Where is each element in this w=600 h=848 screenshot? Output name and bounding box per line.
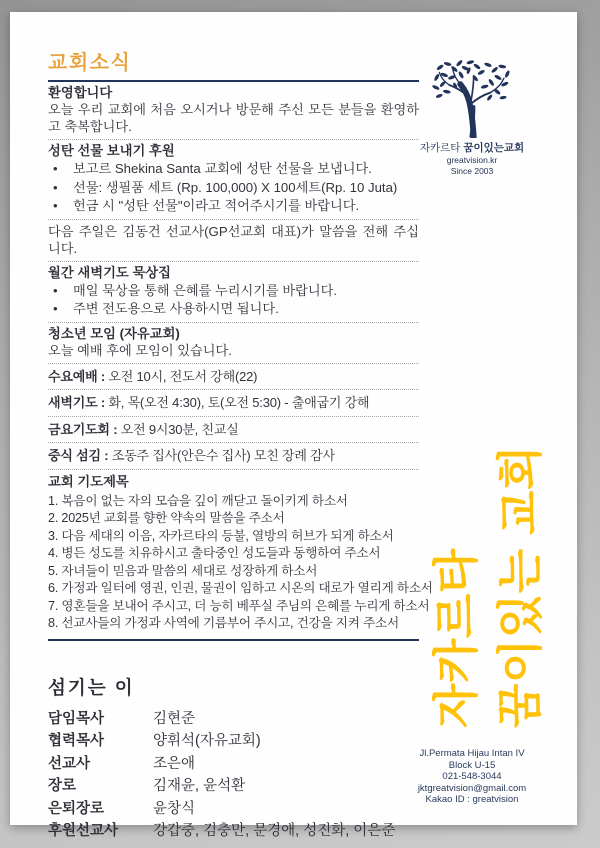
prayer-item: 가정과 일터에 영권, 인권, 물권이 임하고 시온의 대로가 열리게 하소서	[61, 581, 433, 595]
kakao-id: Kakao ID : greatvision	[425, 794, 519, 805]
bottom-divider	[48, 639, 419, 641]
schedule-separator: :	[100, 448, 112, 463]
section-heading: 월간 새벽기도 묵상집	[48, 264, 171, 280]
list-item	[48, 198, 419, 215]
section-heading: 교회 기도제목	[48, 473, 129, 489]
section-devotional-book	[48, 262, 419, 323]
section-heading: 성탄 선물 보내기 후원	[48, 143, 175, 158]
bullet-text: 헌금 시 "성탄 선물"이라고 적어주시기를 바랍니다.	[73, 198, 360, 213]
contact-info	[406, 748, 538, 806]
bulletin-page	[10, 12, 577, 840]
phone-number: 021-548-3044	[442, 771, 502, 782]
staff-role: 장로	[48, 778, 77, 795]
bullet-text: 매일 묵상을 통해 은혜를 누리시기를 바랍니다.	[73, 282, 338, 298]
schedule-separator: :	[97, 368, 109, 384]
list-item	[48, 301, 419, 318]
bullet-icon: •	[53, 198, 58, 213]
prayer-item: 병든 성도를 치유하시고 출타중인 성도들과 동행하여 주소서	[61, 546, 381, 560]
serving-heading: 섬기는 이	[48, 677, 135, 698]
address-line: Jl.Permata Hijau Intan IV	[419, 748, 525, 759]
section-christmas-gift	[48, 140, 419, 220]
prayer-item: 영혼들을 보내어 주시고, 더 능히 베푸실 주님의 은혜를 누리게 하소서	[61, 598, 430, 613]
staff-row	[48, 708, 488, 730]
schedule-value: 화, 목(오전 4:30), 토(오전 5:30) - 출애굽기 강해	[108, 395, 370, 410]
logo-since: Since 2003	[450, 166, 494, 176]
tree-icon	[430, 58, 514, 138]
schedule-label: 수요예배	[48, 368, 98, 384]
schedule-label: 새벽기도	[48, 395, 98, 410]
list-item	[48, 161, 419, 178]
staff-role: 담임목사	[48, 711, 105, 727]
section-heading: 청소년 모임 (자유교회)	[48, 325, 180, 341]
prayer-list	[48, 493, 433, 633]
section-body: 오늘 예배 후에 모임이 있습니다.	[48, 342, 232, 358]
schedule-label: 중식 섬김	[48, 448, 101, 463]
prayer-item: 2025년 교회를 향한 약속의 말씀을 주소서	[61, 511, 285, 525]
schedule-value: 오전 10시, 전도서 강해(22)	[108, 368, 258, 384]
section-next-sunday	[48, 220, 419, 262]
staff-names: 윤창식	[153, 800, 196, 817]
staff-names: 양휘석(자유교회)	[153, 733, 261, 750]
schedule-separator: :	[97, 395, 109, 410]
email-address: jktgreatvision@gmail.com	[417, 782, 527, 794]
section-body: 오늘 우리 교회에 처음 오시거나 방문해 주신 모든 분들을 환영하고 축복합니다.	[48, 102, 419, 134]
schedule-row-lunch-serving	[48, 443, 419, 470]
logo-website: greatvision.kr	[446, 155, 498, 165]
church-logo	[408, 58, 536, 177]
main-column	[48, 52, 433, 641]
list-item	[48, 180, 419, 197]
section-welcome	[48, 82, 419, 140]
staff-names: 김현준	[153, 711, 196, 727]
logo-church-name: 자카르타 꿈이있는교회	[419, 142, 525, 154]
bullet-icon: •	[53, 301, 58, 316]
prayer-item: 선교사들의 가정과 사역에 기름부어 주시고, 건강을 지켜 주소서	[61, 616, 399, 630]
staff-names: 강갑중, 김충만, 문경애, 성진화, 이은준	[153, 823, 396, 840]
watermark-line: 자카르타	[430, 548, 482, 728]
page-title: 교회소식	[48, 52, 132, 74]
staff-role: 협력목사	[48, 733, 105, 750]
bullet-text: 선물: 생필품 세트 (Rp. 100,000) X 100세트(Rp. 10 Juta)	[73, 179, 398, 195]
staff-row	[48, 820, 488, 842]
bullet-icon: •	[53, 161, 58, 176]
staff-names: 조은애	[153, 755, 196, 772]
staff-names: 김재윤, 윤석환	[153, 778, 246, 795]
schedule-label: 금요기도회	[48, 421, 110, 437]
schedule-value: 조동주 집사(안은수 집사) 모친 장례 감사	[111, 448, 335, 463]
prayer-item: 다음 세대의 이음, 자카르타의 등불, 열방의 허브가 되게 하소서	[61, 528, 394, 543]
vertical-church-name-watermark	[424, 445, 552, 728]
section-youth-meeting	[48, 323, 419, 364]
bullet-text: 보고르 Shekina Santa 교회에 성탄 선물을 보냅니다.	[73, 161, 372, 176]
bullet-icon: •	[53, 179, 58, 195]
prayer-item: 복음이 없는 자의 모습을 깊이 깨닫고 돌이키게 하소서	[61, 493, 348, 508]
watermark-line: 꿈이있는 교회	[494, 445, 546, 728]
section-body: 다음 주일은 김동건 선교사(GP선교회 대표)가 말씀을 전해 주십니다.	[48, 223, 419, 256]
schedule-value: 오전 9시30분, 친교실	[120, 421, 239, 437]
list-item	[48, 283, 419, 300]
staff-role: 후원선교사	[48, 823, 119, 840]
section-heading: 환영합니다	[48, 85, 113, 100]
schedule-row-wednesday-service	[48, 364, 419, 391]
schedule-row-friday-prayer	[48, 417, 419, 444]
staff-role: 은퇴장로	[48, 800, 105, 817]
bullet-icon: •	[53, 282, 58, 298]
staff-role: 선교사	[48, 755, 91, 772]
prayer-item: 자녀들이 믿음과 말씀의 세대로 성장하게 하소서	[61, 563, 318, 578]
schedule-row-dawn-prayer	[48, 390, 419, 417]
schedule-separator: :	[109, 421, 121, 437]
address-line: Block U-15	[448, 759, 496, 771]
bullet-text: 주변 전도용으로 사용하시면 됩니다.	[73, 301, 279, 316]
section-prayer-topics	[48, 470, 433, 633]
